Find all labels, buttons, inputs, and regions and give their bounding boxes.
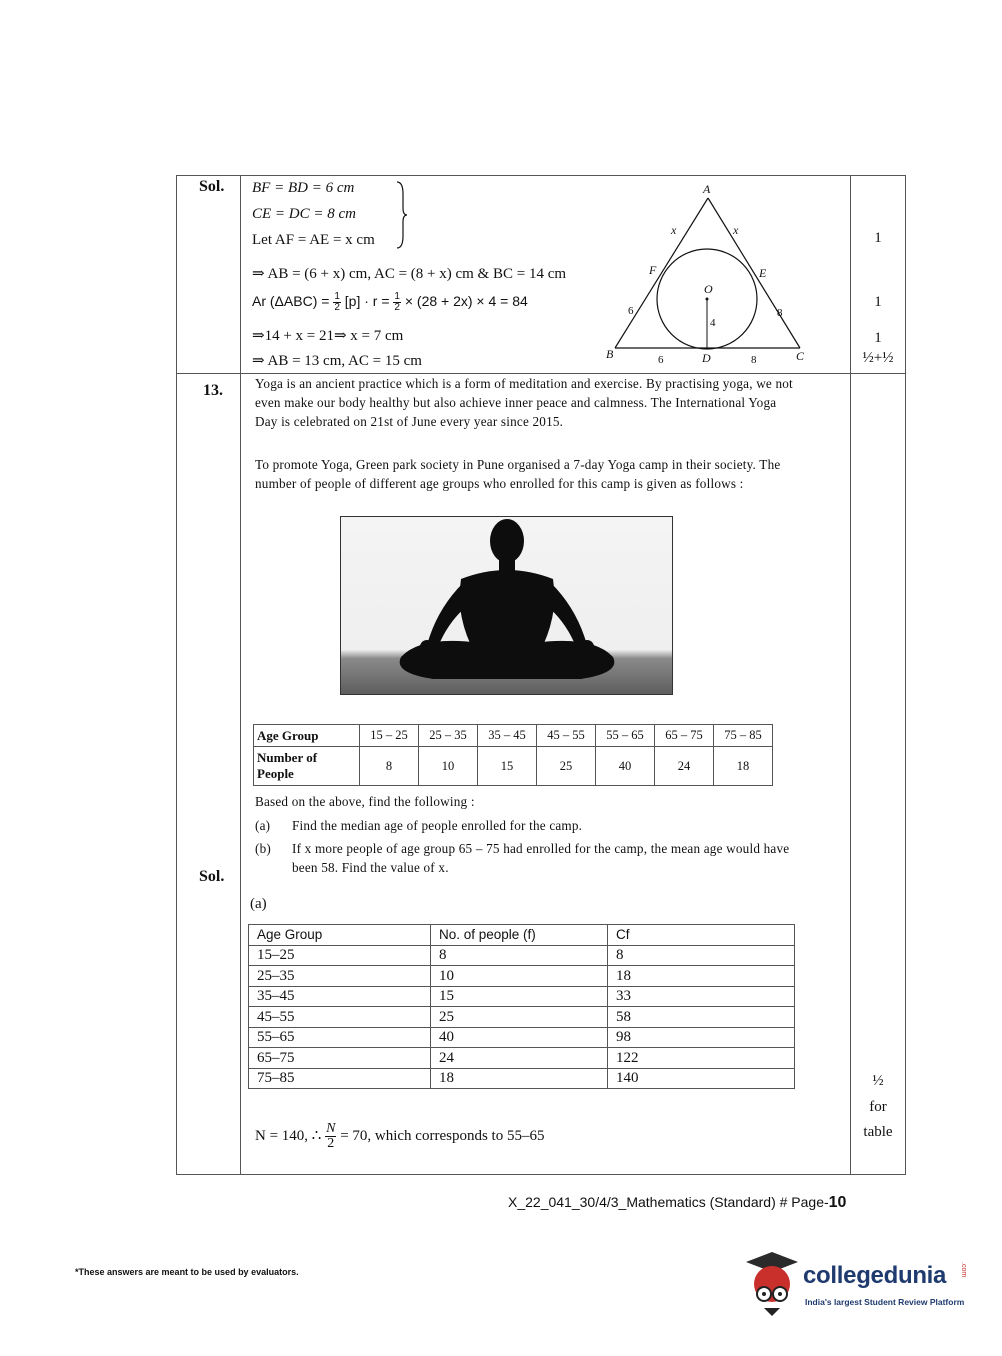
table-cell: 25	[537, 747, 596, 786]
age-group-header: Age Group	[254, 725, 360, 747]
question-paragraph-2: To promote Yoga, Green park society in Pune organised a 7-day Yoga camp in their society. The number of people of different age groups who enrolled for this camp is given as follows :	[255, 457, 781, 491]
table-cell: 25	[431, 1007, 608, 1028]
mark-table-half: ½	[872, 1073, 884, 1089]
table-cell: 15 – 25	[360, 725, 419, 747]
answer-part-a-label: (a)	[250, 896, 267, 912]
table-cell: 75 – 85	[714, 725, 773, 747]
solution-line-6: ⇒14 + x = 21⇒ x = 7 cm	[252, 328, 404, 344]
table-cell: 140	[608, 1068, 795, 1089]
table-cell: 45–55	[249, 1007, 431, 1028]
vertex-b-label: B	[606, 347, 614, 361]
table-cell: 122	[608, 1048, 795, 1069]
column-divider-left	[240, 175, 241, 1175]
table-row	[249, 1068, 795, 1089]
header-cumulative: Cf	[608, 925, 795, 946]
table-cell: 24	[655, 747, 714, 786]
area-suffix: × (28 + 2x) × 4 = 84	[404, 293, 528, 310]
median-suffix: = 70, which corresponds to 55–65	[340, 1127, 545, 1144]
column-divider-right	[850, 175, 851, 1175]
solution-2-label: Sol.	[199, 868, 225, 885]
mark-3: 1	[874, 330, 882, 346]
header-age-group: Age Group	[249, 925, 431, 946]
center-point	[706, 298, 709, 301]
point-d-label: D	[702, 351, 711, 365]
table-cell: 65–75	[249, 1048, 431, 1069]
header-frequency: No. of people (f)	[431, 925, 608, 946]
page-footer	[508, 1194, 846, 1212]
solution-line-1: BF = BD = 6 cm	[252, 180, 355, 196]
solution-line-2: CE = DC = 8 cm	[252, 206, 356, 222]
table-cell: 75–85	[249, 1068, 431, 1089]
table-cell: 58	[608, 1007, 795, 1028]
table-cell: 55–65	[249, 1027, 431, 1048]
point-f-label: F	[649, 263, 657, 277]
point-e-label: E	[759, 266, 767, 280]
table-cell: 40	[596, 747, 655, 786]
table-cell: 10	[419, 747, 478, 786]
based-on-text: Based on the above, find the following :	[255, 794, 475, 809]
segment-af-label: x	[671, 223, 677, 237]
table-cell: 15	[431, 986, 608, 1007]
median-prefix: N = 140, ∴	[255, 1127, 322, 1144]
mark-4: ½+½	[862, 350, 894, 366]
number-of-people-header: Number of People	[254, 747, 360, 786]
table-cell: 55 – 65	[596, 725, 655, 747]
table-cell: 33	[608, 986, 795, 1007]
side-ac	[708, 198, 800, 348]
evaluator-note: *These answers are meant to be used by evaluators.	[75, 1267, 299, 1277]
table-row	[249, 945, 795, 966]
collegedunia-mascot-icon	[742, 1246, 802, 1318]
brand-sub: .com	[960, 1262, 967, 1278]
table-cell: 25–35	[249, 966, 431, 987]
area-prefix: Ar (ΔABC) =	[252, 293, 330, 310]
segment-ae-label: x	[733, 223, 739, 237]
table-row	[249, 1027, 795, 1048]
part-a-label: (a)	[255, 818, 271, 833]
table-cell: 10	[431, 966, 608, 987]
table-cell: 18	[608, 966, 795, 987]
table-cell: 40	[431, 1027, 608, 1048]
table-row	[254, 747, 773, 786]
half-fraction: $\frac{1}{2}$	[334, 291, 340, 313]
part-b-label: (b)	[255, 841, 271, 856]
table-cell: 35–45	[249, 986, 431, 1007]
table-cell: 8	[431, 945, 608, 966]
table-row	[249, 1007, 795, 1028]
solution-line-4: ⇒ AB = (6 + x) cm, AC = (8 + x) cm & BC = 14 cm	[252, 266, 567, 282]
vertex-c-label: C	[796, 349, 805, 363]
footer-code: X_22_041_30/4/3_Mathematics (Standard) # Page-	[508, 1194, 829, 1210]
mark-table-label: table	[863, 1124, 893, 1140]
mark-1: 1	[874, 230, 882, 246]
table-row	[249, 1048, 795, 1069]
table-cell: 18	[714, 747, 773, 786]
table-row	[249, 966, 795, 987]
half-fraction-2: $\frac{1}{2}$	[394, 291, 400, 313]
vertex-a-label: A	[703, 182, 711, 196]
center-o-label: O	[704, 282, 713, 296]
page-number: 10	[828, 1194, 847, 1211]
yoga-silhouette-image	[340, 516, 673, 695]
table-header-row	[249, 925, 795, 946]
table-cell: 24	[431, 1048, 608, 1069]
segment-bf-label: 6	[628, 305, 634, 317]
segment-ce-label: 8	[777, 307, 783, 319]
solution-line-5	[252, 292, 528, 313]
mark-2: 1	[874, 294, 882, 310]
table-cell: 15	[478, 747, 537, 786]
radius-label: 4	[710, 317, 716, 329]
part-b-text: If x more people of age group 65 – 75 had enrolled for the camp, the mean age would have been 58. Find the value of x.	[292, 841, 790, 875]
table-cell: 25 – 35	[419, 725, 478, 747]
table-cell: 65 – 75	[655, 725, 714, 747]
meditating-person-icon	[341, 517, 672, 694]
question-data-table	[253, 724, 773, 786]
table-cell: 8	[360, 747, 419, 786]
segment-dc-label: 8	[751, 354, 757, 366]
table-cell: 98	[608, 1027, 795, 1048]
table-row	[249, 986, 795, 1007]
table-cell: 35 – 45	[478, 725, 537, 747]
table-cell: 15–25	[249, 945, 431, 966]
table-cell: 45 – 55	[537, 725, 596, 747]
question-number: 13.	[203, 382, 223, 399]
question-paragraph-1: Yoga is an ancient practice which is a form of meditation and exercise. By practising yoga, we not even make our body healthy but also achieve inner peace and calmness. The International Yoga Day is celebrated on 21st of June every year since 2015.	[255, 376, 793, 429]
solution-label: Sol.	[199, 178, 225, 195]
frequency-table	[248, 924, 795, 1089]
solution-line-7: ⇒ AB = 13 cm, AC = 15 cm	[252, 353, 422, 369]
mark-table-for: for	[869, 1099, 887, 1115]
table-cell: 8	[608, 945, 795, 966]
brand-name: collegedunia	[803, 1262, 947, 1289]
side-ab	[615, 198, 708, 348]
brace-icon	[395, 180, 409, 250]
part-a-text: Find the median age of people enrolled for the camp.	[292, 818, 583, 833]
area-mid: [p] · r =	[344, 293, 390, 310]
n-over-2-fraction: $\frac{N}{2}$	[326, 1121, 336, 1151]
median-line	[255, 1122, 544, 1151]
solution-line-3: Let AF = AE = x cm	[252, 232, 375, 248]
table-row	[254, 725, 773, 747]
table-cell: 18	[431, 1068, 608, 1089]
incircle-triangle-figure	[600, 178, 820, 368]
brand-tagline: India's largest Student Review Platform	[805, 1297, 965, 1307]
segment-bd-label: 6	[658, 354, 664, 366]
